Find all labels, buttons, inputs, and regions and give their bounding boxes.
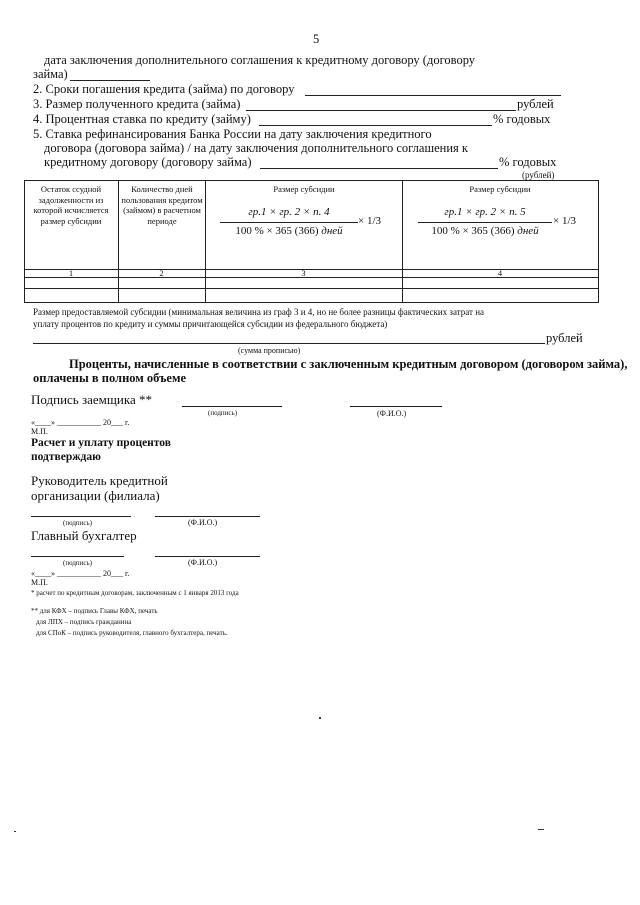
column-number-3: 3 [301,268,306,278]
formula-col-3-multiplier: × 1/3 [358,215,382,227]
table-border-left [24,180,25,302]
item-5-line-2: договора (договора займа) / на дату заключения дополнительного соглашения к [44,141,468,155]
table-col-divider-2 [205,180,206,302]
subsidy-text-line-2: уплату процентов по кредиту и суммы причитающейся субсидии из федерального бюджета) [33,319,388,329]
sum-in-words-caption: (сумма прописью) [238,346,301,355]
item-5-line-1: 5. Ставка рефинансирования Банка России на дату заключения кредитного [33,127,432,141]
accountant-signature-caption: (подпись) [63,559,93,567]
subsidy-text-line-1: Размер предоставляемой субсидии (минимальная величина из граф 3 и 4, но не более разницы фактических затрат на [33,307,485,317]
bold-statement-line-1: Проценты, начисленные в соответствии с заключенным кредитным договором (договором займа), [69,357,628,371]
date-blank [70,80,150,81]
footnote-double-star-3: для СПоК – подпись руководителя, главного бухгалтера, печать. [36,629,228,637]
scan-speck [319,717,321,719]
accountant-date-line: «____» ___________ 20___ г. [31,569,130,578]
table-border-top [24,180,599,181]
table-header-days: Количество дней пользования кредитом (займом) в расчетном периоде [121,184,203,226]
accountant-fio-blank [155,556,260,557]
borrower-signature-label: Подпись заемщика ** [31,392,152,407]
table-header-balance: Остаток ссудной задолженности из которой исчисляется размер субсидии [33,184,109,226]
confirm-line-2: подтверждаю [31,451,101,463]
bold-statement-line-2: оплачены в полном объеме [33,371,187,385]
date-line-2: займа) [33,67,68,81]
table-col-divider-1 [118,180,119,302]
confirm-line-1: Расчет и уплату процентов [31,437,171,449]
head-fio-blank [155,516,260,517]
head-label-line-1: Руководитель кредитной [31,473,168,488]
column-number-1: 1 [68,268,74,278]
item-3: 3. Размер полученного кредита (займа) [33,97,241,111]
column-number-2: 2 [159,268,164,278]
table-col-divider-3 [402,180,403,302]
borrower-signature-caption: (подпись) [208,409,238,417]
footnote-double-star-2: для ЛПХ – подпись гражданина [36,618,132,626]
formula-col-4-numerator: гр.1 × гр. 2 × п. 5 [444,206,526,218]
item-5-blank [260,168,498,169]
accountant-mp: М.П. [31,578,48,587]
head-label-line-2: организации (филиала) [31,488,160,503]
table-border-bottom [24,302,599,303]
chief-accountant-label: Главный бухгалтер [31,528,137,543]
item-4-unit: % годовых [493,112,551,126]
footnote-double-star-1: ** для КФХ – подпись Главы КФХ, печать [31,607,158,615]
head-fio-caption: (Ф.И.О.) [188,518,218,527]
rubles-note: (рублей) [522,170,555,180]
formula-col-4-denominator: 100 % × 365 (366) дней [431,225,539,237]
table-header-subsidy-1: Размер субсидии [273,184,335,194]
item-4-blank [259,125,492,126]
item-5-unit: % годовых [499,155,557,169]
item-3-unit: рублей [517,97,554,111]
page-number: 5 [313,32,320,46]
borrower-mp: М.П. [31,427,48,436]
formula-col-3-denominator: 100 % × 365 (366) дней [235,225,343,237]
head-signature-blank [31,516,131,517]
item-4: 4. Процентная ставка по кредиту (займу) [33,112,251,126]
formula-col-4-multiplier: × 1/3 [553,215,577,227]
table-header-subsidy-2: Размер субсидии [469,184,531,194]
scan-speck [14,831,16,832]
borrower-signature-blank [182,406,282,407]
table-row-1-bottom [24,288,599,289]
date-line-1: дата заключения дополнительного соглашения к кредитному договору (договору [44,53,476,67]
borrower-fio-blank [350,406,442,407]
accountant-fio-caption: (Ф.И.О.) [188,558,218,567]
item-3-blank [246,110,516,111]
item-2-blank [305,95,561,96]
formula-col-4 [418,206,552,240]
borrower-fio-caption: (Ф.И.О.) [377,409,407,418]
formula-col-3-numerator: гр.1 × гр. 2 × п. 4 [248,206,330,218]
subsidy-unit: рублей [546,331,583,345]
footnote-single-star: * расчет по кредитным договорам, заключенным с 1 января 2013 года [31,589,239,597]
borrower-date-line: «____» ___________ 20___ г. [31,418,130,427]
table-border-right [598,180,599,302]
formula-col-3 [220,206,358,240]
item-2: 2. Сроки погашения кредита (займа) по договору [33,82,295,96]
accountant-signature-blank [31,556,124,557]
subsidy-amount-blank [33,343,545,344]
item-5-line-3: кредитному договору (договору займа) [44,155,252,169]
column-number-4: 4 [497,268,503,278]
scan-speck [538,829,544,830]
head-signature-caption: (подпись) [63,519,93,527]
